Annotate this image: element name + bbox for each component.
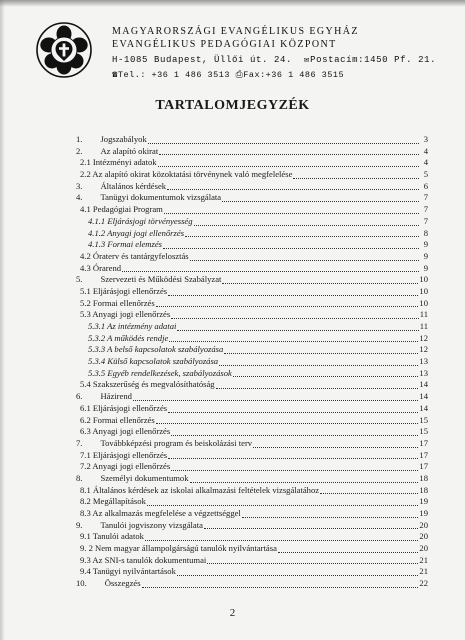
toc-dot-leader — [122, 264, 419, 272]
toc-entry[interactable] — [76, 251, 428, 263]
toc-entry-page: 11 — [419, 309, 428, 320]
toc-entry[interactable] — [76, 239, 428, 251]
toc-entry[interactable] — [76, 146, 428, 158]
toc-entry-page: 20 — [419, 543, 428, 554]
toc-entry-label: 4.2 Óraterv és tantárgyfelosztás — [80, 250, 189, 261]
letterhead — [36, 18, 446, 82]
toc-entry[interactable] — [76, 298, 428, 310]
toc-entry-label: Továbbképzési program és beiskolázási terv — [100, 437, 253, 448]
toc-entry-label: Összegzés — [104, 578, 141, 589]
toc-dot-leader — [148, 136, 419, 144]
toc-entry-label: 5.3.2 A működés rendje — [88, 332, 169, 343]
toc-dot-leader — [168, 405, 418, 413]
toc-entry-label: Általános kérdések — [100, 180, 167, 191]
toc-dot-leader — [145, 533, 418, 541]
toc-entry-page: 7 — [423, 204, 428, 215]
toc-entry[interactable] — [76, 321, 428, 333]
toc-dot-leader — [164, 206, 419, 214]
toc-entry-page: 22 — [419, 578, 428, 589]
toc-entry-label: 9.1 Tanulói adatok — [80, 531, 144, 542]
toc-entry-label: Tanulói jogviszony vizsgálata — [100, 519, 203, 530]
toc-entry-page: 21 — [419, 554, 428, 565]
toc-dot-leader — [147, 498, 419, 506]
toc-dot-leader — [133, 393, 418, 401]
toc-entry-label: 5.2 Formai ellenőrzés — [80, 297, 155, 308]
toc-entry-page: 14 — [419, 379, 428, 390]
toc-entry[interactable] — [76, 543, 428, 555]
toc-entry-page: 12 — [419, 344, 428, 355]
toc-dot-leader — [158, 159, 419, 167]
toc-entry-page: 20 — [419, 531, 428, 542]
toc-dot-leader — [207, 556, 418, 564]
toc-entry-page: 13 — [419, 367, 428, 378]
toc-dot-leader — [194, 218, 419, 226]
toc-entry[interactable] — [76, 485, 428, 497]
toc-entry[interactable] — [76, 286, 428, 298]
toc-entry-number: 10. — [76, 578, 87, 589]
toc-dot-leader — [204, 521, 418, 529]
toc-entry-page: 10 — [419, 285, 428, 296]
toc-entry-label: 9.4 Tanügyi nyilvántartások — [80, 566, 176, 577]
page-title: TARTALOMJEGYZÉK — [155, 98, 310, 113]
telephone-number: Tel.: +36 1 486 3513 — [117, 70, 230, 80]
toc-entry[interactable] — [76, 391, 428, 403]
toc-dot-leader — [171, 428, 418, 436]
toc-entry-number: 4. — [76, 192, 83, 203]
fax-number: Fax:+36 1 486 3515 — [243, 70, 345, 80]
toc-dot-leader — [177, 568, 419, 576]
toc-entry-label: 6.3 Anyagi jogi ellenőrzés — [80, 426, 171, 437]
toc-entry-label: Tanügyi dokumentumok vizsgálata — [100, 192, 222, 203]
toc-entry-page: 8 — [423, 227, 428, 238]
toc-entry-page: 14 — [419, 402, 428, 413]
toc-dot-leader — [169, 334, 418, 342]
toc-entry[interactable] — [76, 333, 428, 345]
toc-entry-page: 6 — [423, 180, 428, 191]
toc-entry-label: 7.2 Anyagi jogi ellenőrzés — [80, 461, 171, 472]
toc-dot-leader — [222, 194, 419, 202]
toc-entry[interactable] — [76, 169, 428, 181]
toc-entry[interactable] — [76, 181, 428, 193]
toc-entry-page: 15 — [419, 426, 428, 437]
toc-entry[interactable] — [76, 496, 428, 508]
toc-entry[interactable] — [76, 379, 428, 391]
toc-entry[interactable] — [76, 263, 428, 275]
toc-entry-label: 6.1 Eljárásjogi ellenőrzés — [80, 402, 168, 413]
postal-address: Postacím:1450 Pf. 21. — [310, 55, 437, 65]
toc-entry-label: 2.1 Intézményi adatok — [80, 157, 157, 168]
toc-entry-label: 4.1 Pedagógiai Program — [80, 204, 163, 215]
toc-entry[interactable] — [76, 368, 428, 380]
toc-entry-label: 8.3 Az alkalmazás megfelelése a végzettséggel — [80, 508, 241, 518]
toc-entry[interactable] — [76, 555, 428, 567]
toc-entry-number: 8. — [76, 472, 83, 483]
toc-dot-leader — [233, 369, 419, 377]
toc-entry[interactable] — [76, 403, 428, 415]
toc-entry-page: 9 — [423, 262, 428, 273]
toc-entry[interactable] — [76, 473, 428, 485]
toc-entry-page: 11 — [419, 321, 428, 331]
toc-entry-label: 4.1.2 Anyagi jogi ellenőrzés — [88, 227, 185, 238]
toc-entry-label: Az alapító okirat — [100, 145, 159, 156]
toc-entry-page: 7 — [423, 192, 428, 203]
toc-entry-page: 19 — [419, 508, 428, 518]
toc-entry-label: 4.1.3 Formai elemzés — [88, 239, 162, 250]
toc-entry-page: 18 — [419, 472, 428, 483]
toc-entry-page: 7 — [423, 215, 428, 226]
toc-entry-label: 5.3.1 Az intézmény adatai — [88, 321, 177, 331]
address-line — [112, 55, 436, 65]
toc-entry[interactable] — [76, 531, 428, 543]
toc-entry-page: 9 — [423, 239, 428, 250]
toc-entry-label: 5.3.3 A belső kapcsolatok szabályozása — [88, 344, 224, 355]
toc-dot-leader — [177, 323, 418, 331]
toc-entry-label: 8.1 Általános kérdések az iskolai alkalmazási feltételek vizsgálatához — [80, 484, 320, 495]
toc-entry[interactable] — [76, 450, 428, 462]
toc-entry-number: 1. — [76, 134, 83, 144]
toc-entry[interactable] — [76, 461, 428, 473]
toc-dot-leader — [163, 241, 419, 249]
toc-entry-label: Személyi dokumentumok — [100, 472, 189, 483]
toc-entry-page: 4 — [423, 145, 428, 156]
toc-dot-leader — [190, 475, 419, 483]
toc-entry[interactable] — [76, 344, 428, 356]
toc-dot-leader — [293, 171, 419, 179]
luther-rose-logo-icon — [36, 22, 92, 78]
toc-entry-page: 17 — [419, 461, 428, 472]
toc-entry[interactable] — [76, 356, 428, 368]
toc-entry-page: 17 — [419, 449, 428, 460]
toc-entry-label: Szervezeti és Működési Szabályzat — [100, 274, 222, 285]
toc-dot-leader — [219, 358, 418, 366]
envelope-icon: ✉ — [298, 55, 311, 65]
toc-entry-page: 12 — [419, 332, 428, 343]
toc-entry-label: Jogszabályok — [100, 134, 147, 144]
toc-dot-leader — [185, 229, 419, 237]
toc-dot-leader — [171, 311, 419, 319]
toc-entry-page: 9 — [423, 250, 428, 261]
toc-dot-leader — [224, 346, 418, 354]
toc-entry-label: 4.1.1 Eljárásjogi törvényesség — [88, 215, 193, 226]
toc-dot-leader — [253, 440, 418, 448]
telephone-icon: ☎ — [112, 70, 118, 80]
toc-entry-label: 6.2 Formai ellenőrzés — [80, 414, 155, 425]
toc-dot-leader — [168, 451, 418, 459]
toc-entry-number: 2. — [76, 145, 83, 156]
toc-dot-leader — [222, 276, 418, 284]
toc-dot-leader — [171, 463, 418, 471]
toc-dot-leader — [216, 381, 419, 389]
page-number: 2 — [229, 607, 236, 619]
toc-dot-leader — [190, 253, 419, 261]
org-name-line2: EVANGÉLIKUS PEDAGÓGIAI KÖZPONT — [112, 39, 337, 50]
org-name-line1: MAGYARORSZÁGI EVANGÉLIKUS EGYHÁZ — [112, 26, 359, 37]
toc-entry-page: 4 — [423, 157, 428, 168]
toc-dot-leader — [142, 580, 419, 588]
toc-entry[interactable] — [76, 192, 428, 204]
toc-entry[interactable] — [76, 438, 428, 450]
toc-entry-page: 13 — [419, 356, 428, 367]
toc-dot-leader — [156, 416, 419, 424]
toc-entry[interactable] — [76, 520, 428, 532]
toc-entry[interactable] — [76, 274, 428, 286]
toc-entry-page: 5 — [423, 169, 428, 180]
toc-entry-number: 6. — [76, 391, 83, 402]
toc-entry-label: 7.1 Eljárásjogi ellenőrzés — [80, 449, 168, 460]
toc-entry-number: 3. — [76, 180, 83, 191]
toc-entry[interactable] — [76, 508, 428, 520]
toc-entry[interactable] — [76, 204, 428, 216]
toc-entry-number: 5. — [76, 274, 83, 285]
toc-entry-label: 5.3 Anyagi jogi ellenőrzés — [80, 309, 171, 320]
street-address: H-1085 Budapest, Üllői út. 24. — [112, 55, 293, 65]
toc-entry-page: 10 — [419, 274, 428, 285]
toc-entry-label: Házirend — [100, 391, 132, 402]
toc-entry-page: 14 — [419, 391, 428, 402]
toc-entry-label: 4.3 Órarend — [80, 262, 122, 273]
contact-line — [112, 70, 344, 80]
toc-entry[interactable] — [76, 309, 428, 321]
toc-entry-label: 5.3.5 Egyéb rendelkezések, szabályozások — [88, 367, 232, 378]
toc-entry-page: 3 — [423, 134, 428, 144]
toc-dot-leader — [242, 510, 419, 518]
toc-entry[interactable] — [76, 157, 428, 169]
toc-dot-leader — [159, 147, 419, 155]
toc-entry-page: 18 — [419, 484, 428, 495]
toc-entry-page: 20 — [419, 519, 428, 530]
toc-entry-number: 7. — [76, 437, 83, 448]
toc-entry[interactable] — [76, 134, 428, 146]
toc-dot-leader — [320, 486, 418, 494]
toc-entry[interactable] — [76, 566, 428, 578]
toc-entry[interactable] — [76, 578, 428, 590]
toc-entry-label: 9.3 Az SNI-s tanulók dokumentumai — [80, 554, 207, 565]
toc-dot-leader — [167, 182, 419, 190]
scan-top-shadow — [0, 0, 465, 7]
toc-entry[interactable] — [76, 426, 428, 438]
toc-entry-number: 9. — [76, 519, 83, 530]
toc-entry-label: 5.3.4 Külső kapcsolatok szabályozása — [88, 356, 219, 367]
toc-entry-page: 10 — [419, 297, 428, 308]
toc-entry-page: 21 — [419, 566, 428, 577]
toc-entry-label: 8.2 Megállapítások — [80, 496, 146, 507]
toc-entry-page: 15 — [419, 414, 428, 425]
toc-entry[interactable] — [76, 415, 428, 427]
toc-entry-page: 17 — [419, 437, 428, 448]
scan-left-shadow — [0, 0, 5, 640]
toc-dot-leader — [278, 545, 419, 553]
toc-dot-leader — [168, 288, 418, 296]
toc-entry-label: 5.4 Szakszerűség és megvalósíthatóság — [80, 379, 215, 390]
toc-entry-label: 9. 2 Nem magyar állampolgárságú tanulók nyilvántartása — [80, 543, 277, 554]
toc-dot-leader — [156, 299, 419, 307]
toc-entry-label: 5.1 Eljárásjogi ellenőrzés — [80, 285, 168, 296]
fax-icon: ⎙ — [235, 70, 244, 80]
toc-entry[interactable] — [76, 228, 428, 240]
toc-entry-page: 19 — [419, 496, 428, 507]
table-of-contents — [76, 134, 428, 590]
toc-entry-label: 2.2 Az alapító okirat közoktatási törvénynek való megfelelése — [80, 169, 293, 180]
toc-entry[interactable] — [76, 216, 428, 228]
